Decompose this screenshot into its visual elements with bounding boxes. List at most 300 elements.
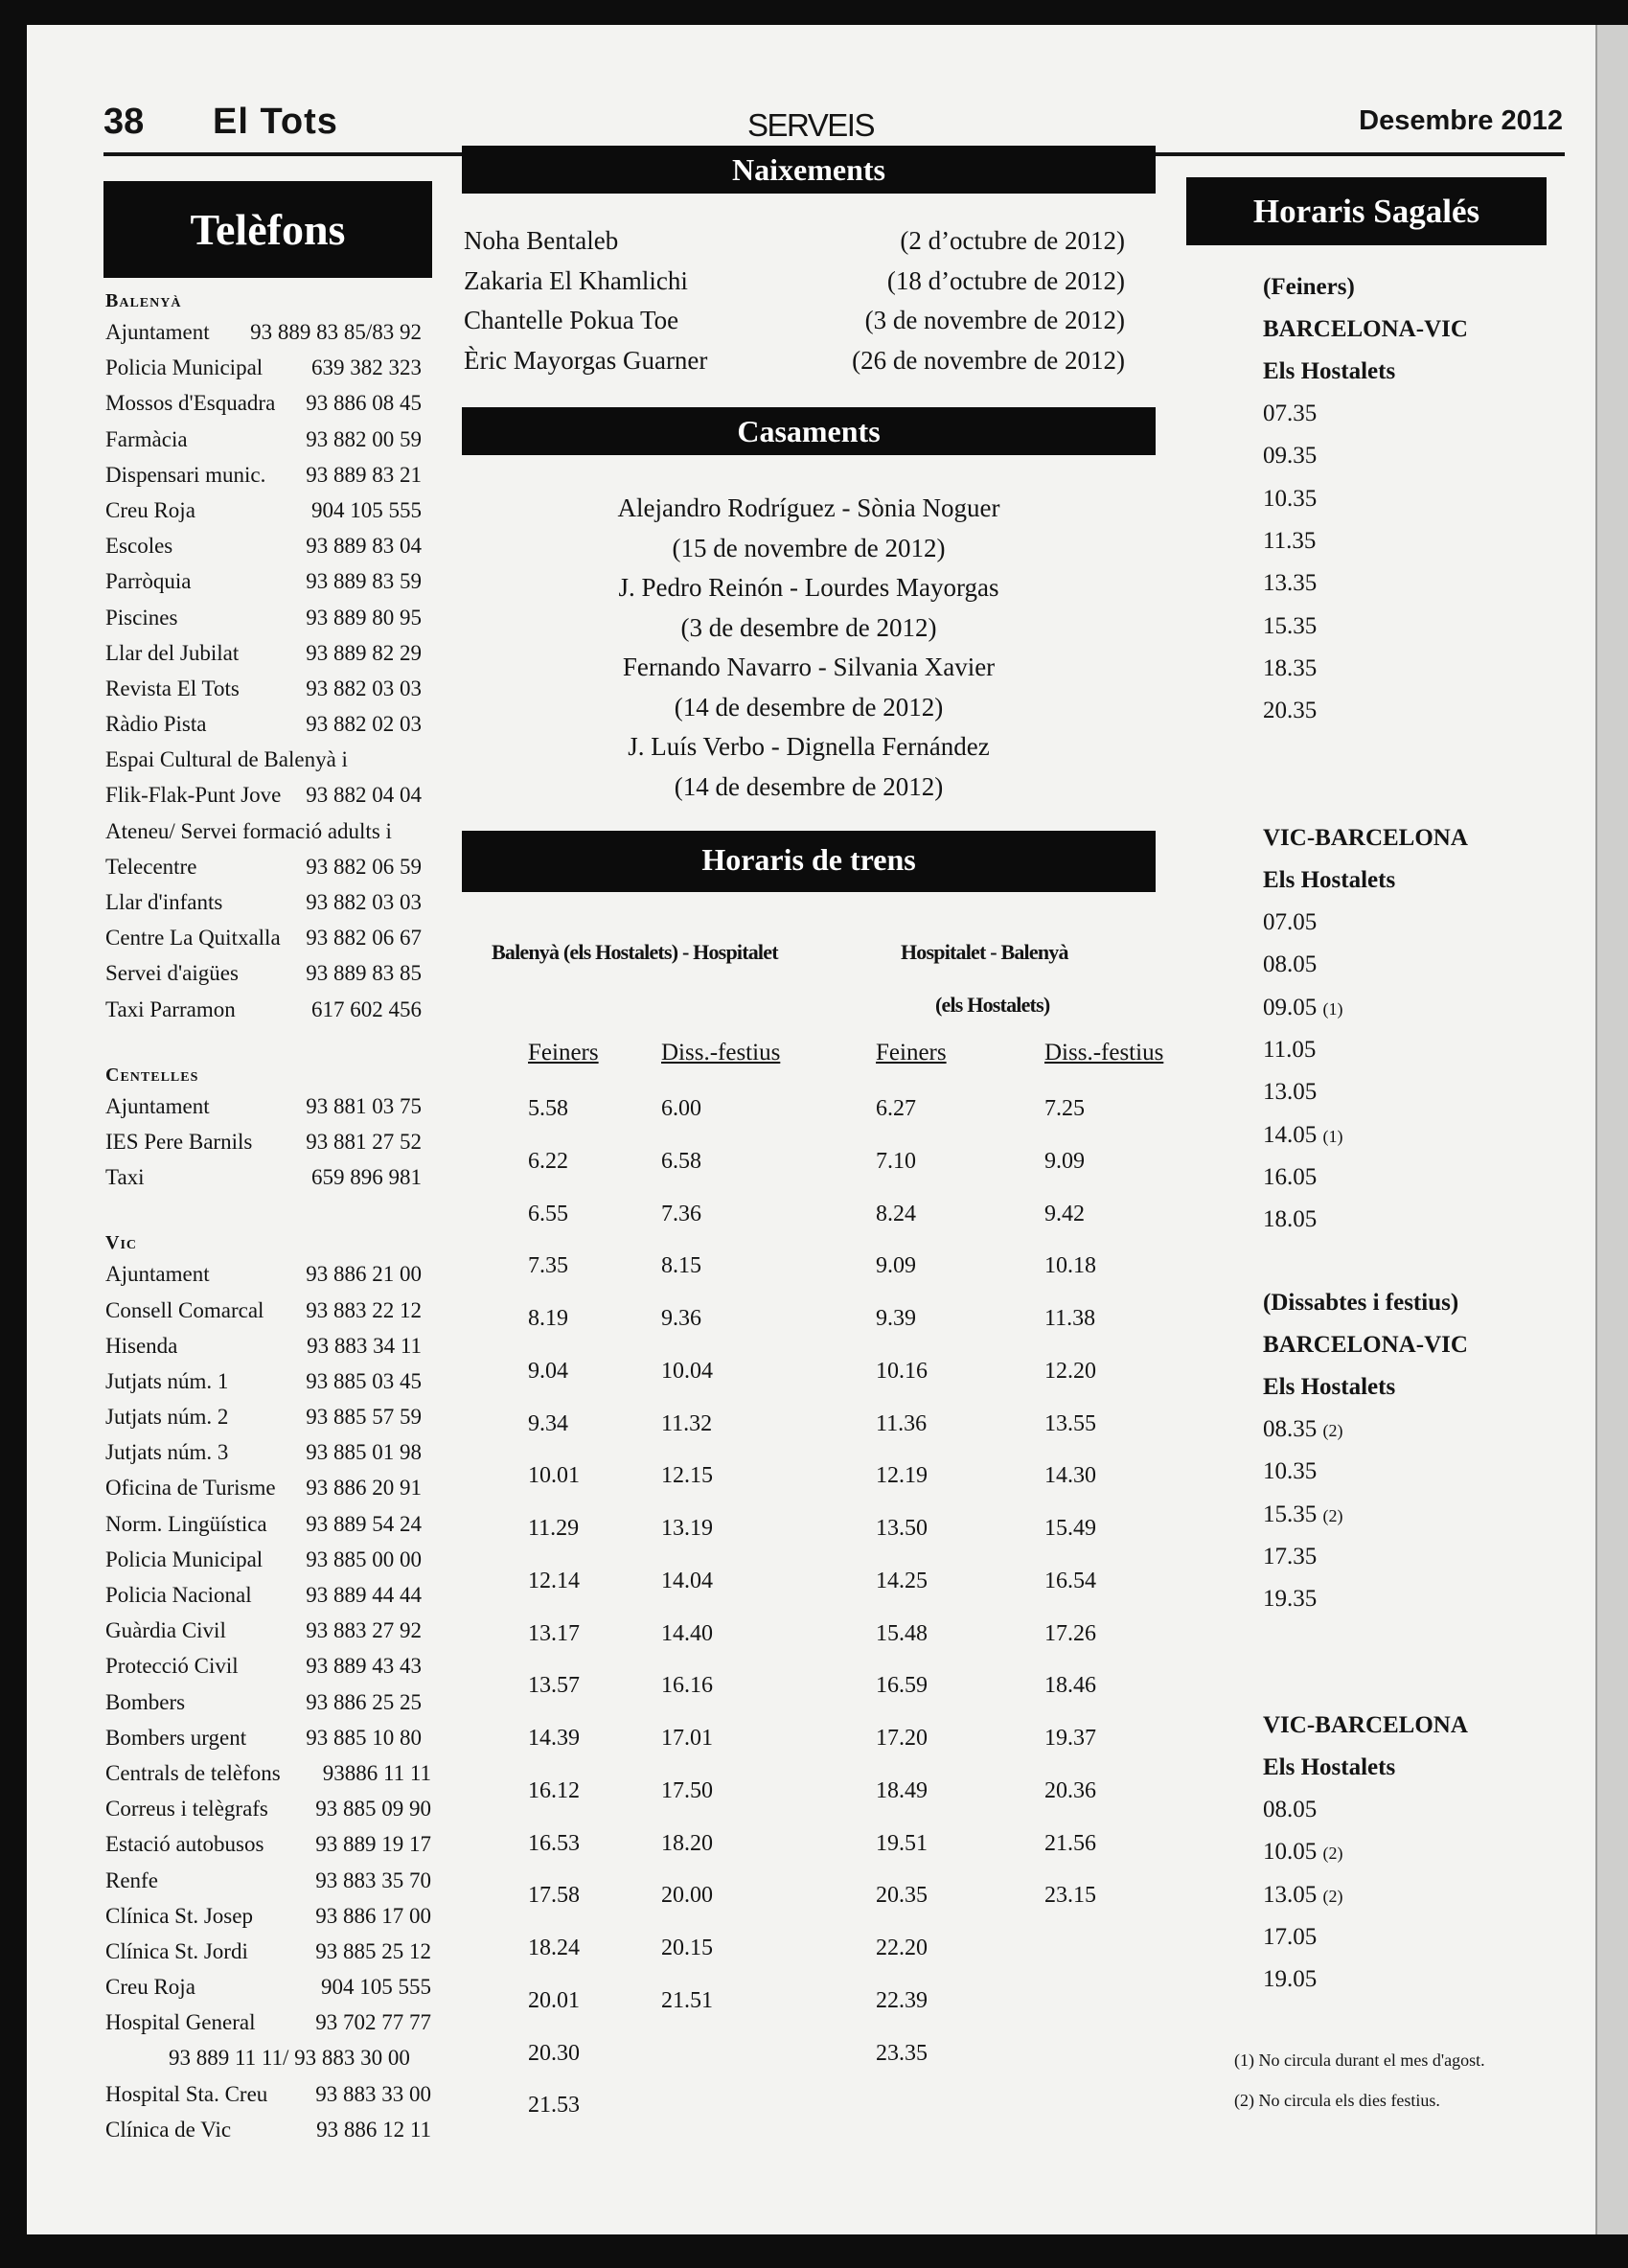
bus-footnote-mark: (2) [1322,1844,1343,1864]
train-time-d2-weekday: 22.39 [876,1987,928,2013]
phone-row [105,884,470,920]
train-time-d2-holiday: 18.46 [1044,1673,1096,1699]
phone-number: 93 885 09 90 [315,1797,431,1821]
phone-row [105,2112,470,2147]
bus-time [1263,1959,1317,2001]
bus-departure: 09.35 [1263,443,1318,470]
phone-number: 93 881 27 52 [306,1129,422,1154]
train-time-d2-weekday: 10.16 [876,1358,928,1384]
phone-row [105,2076,470,2112]
birth-row [464,221,1125,260]
train-time-d1-weekday: 17.58 [528,1883,580,1909]
train-time-d1-weekday: 20.30 [528,2040,580,2066]
phone-entry-name: Ateneu/ Servei formació adults i [105,818,392,843]
phone-row [105,1399,470,1434]
bus-footnote-mark: (2) [1322,1505,1343,1525]
phone-number: 617 602 456 [311,997,422,1021]
phone-entry-name: Centre La Quitxalla [105,926,281,951]
bus-time [1263,987,1343,1029]
train-time-d2-weekday: 13.50 [876,1516,928,1541]
wedding-couple: Alejandro Rodríguez - Sònia Noguer [617,493,1000,522]
phone-entry-name: Oficina de Turisme [105,1476,276,1501]
phone-number: 93 882 04 04 [306,783,422,808]
phone-number: 93 889 83 04 [306,534,422,559]
bus-departure: 11.35 [1263,527,1317,554]
train-time-d1-holiday: 16.16 [661,1673,713,1699]
bus-footnote-mark: (2) [1322,1421,1343,1440]
bus-time [1263,520,1316,562]
phone-row [105,1863,470,1898]
birth-name: Zakaria El Khamlichi [464,265,688,295]
phone-row [105,1720,470,1755]
births-title: Naixements [462,146,1156,194]
phone-entry-name: Jutjats núm. 2 [105,1405,229,1430]
phone-row [105,1088,470,1124]
phone-number: 93 889 44 44 [306,1583,422,1607]
train-time-d2-holiday: 12.20 [1044,1358,1096,1384]
train-time-d1-holiday: 14.40 [661,1620,713,1646]
phone-entry-name: Bombers [105,1689,186,1714]
town-heading-vic: Vic [105,1232,138,1254]
phone-entry-name: Flik-Flak-Punt Jove [105,783,282,808]
phone-entry-name: Clínica St. Josep [105,1903,253,1928]
bus-time [1263,1451,1317,1493]
phone-number: 93 702 77 77 [315,2010,431,2035]
phone-row [105,671,470,706]
bus-departure: 14.05 [1263,1121,1318,1148]
phone-row [105,1969,470,2005]
bus-departure: 08.05 [1263,951,1318,978]
phone-entry-name: Protecció Civil [105,1654,239,1679]
phone-entry-name: Renfe [105,1867,158,1892]
wedding-couple: J. Luís Verbo - Dignella Fernández [628,732,990,761]
phone-row [105,1124,470,1159]
birth-date: (3 de novembre de 2012) [864,306,1125,334]
phone-number: 93 889 80 95 [306,605,422,630]
bus-departure: 15.35 [1263,612,1318,639]
train-time-d2-holiday: 16.54 [1044,1568,1096,1593]
phone-row [105,1159,470,1195]
train-time-d1-holiday: 14.04 [661,1568,713,1593]
phone-row [105,1328,470,1363]
phone-number: 93 889 83 85 [306,961,422,986]
phone-entry-name: Clínica St. Jordi [105,1938,248,1963]
phone-number: 93 885 00 00 [306,1546,422,1571]
bus-time [1263,1071,1317,1113]
phone-row [105,528,470,563]
phone-entry-name: Bombers urgent [105,1725,247,1750]
footnote-1: (1) No circula durant el mes d'agost. [1234,2050,1485,2070]
phone-entry-name: Mossos d'Esquadra [105,391,276,416]
phone-row [105,955,470,991]
birth-date: (2 d’octubre de 2012) [900,226,1125,255]
phone-number: 93 882 02 03 [306,712,422,737]
phone-entry-name: Creu Roja [105,497,195,522]
phone-entry-name: Hisenda [105,1333,178,1358]
wedding-couple: J. Pedro Reinón - Lourdes Mayorgas [618,573,999,602]
train-time-d2-holiday: 11.38 [1044,1306,1096,1331]
phone-entry-name: Centrals de telèfons [105,1760,281,1785]
wedding-date: (14 de desembre de 2012) [674,692,944,722]
phone-entry-name: Taxi [105,1165,145,1190]
phone-number: 93 886 25 25 [306,1689,422,1714]
phone-entry-name: IES Pere Barnils [105,1129,253,1154]
bus-time [1263,1199,1317,1241]
bus-time [1263,478,1317,520]
phone-entry-name: Hospital General [105,2010,256,2035]
page-number: 38 [103,102,145,142]
phone-row [105,1684,470,1720]
train-time-d1-holiday: 11.32 [661,1410,713,1436]
phone-row [105,1363,470,1399]
phone-row [105,1256,470,1292]
phone-entry-name: Piscines [105,605,178,630]
phone-number: 93 885 25 12 [315,1938,431,1963]
train-time-d1-holiday: 12.15 [661,1463,713,1489]
wedding-couple: Fernando Navarro - Silvania Xavier [622,653,996,681]
phone-number: 93 889 83 21 [306,462,422,487]
train-time-d1-holiday: 20.00 [661,1883,713,1909]
train-time-d1-holiday: 10.04 [661,1358,713,1384]
phone-number: 904 105 555 [311,497,422,522]
bus-departure: 13.05 [1263,1881,1318,1908]
section-title: SERVEIS [747,107,874,143]
bus-departure: 17.35 [1263,1543,1318,1569]
phone-number: 904 105 555 [321,1975,431,2000]
phone-number: 93 882 00 59 [306,426,422,451]
train-time-d1-weekday: 6.22 [528,1148,568,1174]
phone-row [105,563,470,599]
bus-departure: 16.05 [1263,1163,1318,1190]
phone-row [105,2040,470,2075]
bus-stop-name: Els Hostalets [1263,1754,1396,1780]
train-time-d1-weekday: 10.01 [528,1463,580,1489]
phone-entry-name: Correus i telègrafs [105,1797,268,1821]
train-time-d2-holiday: 17.26 [1044,1620,1096,1646]
phone-number: 93 889 83 59 [306,569,422,594]
bus-time [1263,606,1317,648]
phone-entry-name: Dispensari munic. [105,462,266,487]
train-time-d2-weekday: 11.36 [876,1410,928,1436]
train-time-d2-weekday: 23.35 [876,2040,928,2066]
train-time-d2-holiday: 14.30 [1044,1463,1096,1489]
phone-number: 93 882 03 03 [306,676,422,700]
train-time-d2-weekday: 22.20 [876,1936,928,1960]
col-header-weekdays-1: Feiners [528,1040,599,1065]
phone-entry-name: Policia Municipal [105,355,264,380]
phone-entry-name: Ajuntament [105,320,210,344]
train-time-d1-holiday: 7.36 [661,1201,701,1226]
wedding-date: (3 de desembre de 2012) [680,612,937,642]
phone-number: 93 889 82 29 [306,640,422,665]
train-time-d2-weekday: 9.09 [876,1253,916,1279]
train-time-d2-holiday: 13.55 [1044,1410,1096,1436]
train-time-d2-holiday: 19.37 [1044,1726,1096,1751]
train-time-d2-weekday: 7.10 [876,1148,916,1174]
phone-row [105,635,470,671]
train-time-d2-holiday: 9.42 [1044,1201,1085,1226]
phone-entry-name: Llar d'infants [105,890,223,914]
phone-row [105,385,470,421]
bus-departure: 11.05 [1263,1036,1317,1063]
train-time-d2-weekday: 20.35 [876,1883,928,1909]
bus-departure: 10.35 [1263,1458,1318,1485]
bus-time [1263,393,1317,435]
phone-row [105,777,470,813]
phone-entry-name: Llar del Jubilat [105,640,240,665]
phone-entry-name: Policia Nacional [105,1583,252,1607]
bus-time [1263,1157,1317,1199]
phone-entry-name: Servei d'aigües [105,961,239,986]
train-time-d2-weekday: 16.59 [876,1673,928,1699]
bus-time [1263,1831,1343,1873]
train-direction-1: Balenyà (els Hostalets) - Hospitalet [492,940,778,964]
phone-number: 93 885 01 98 [306,1440,422,1465]
phone-entry-name: Telecentre [105,854,197,879]
phone-row [105,1898,470,1934]
bus-departure: 09.05 [1263,994,1318,1020]
bus-departure: 18.35 [1263,654,1318,681]
phone-entry-name: Hospital Sta. Creu [105,2081,268,2106]
next-page-edge [1595,25,1628,2234]
phone-number: 93 886 08 45 [306,391,422,416]
phone-entry-name: Jutjats núm. 3 [105,1440,229,1465]
train-time-d2-weekday: 12.19 [876,1463,928,1489]
col-header-holidays-1: Diss.-festius [661,1040,781,1065]
bus-departure: 19.35 [1263,1586,1318,1613]
town-heading-centelles: Centelles [105,1064,199,1086]
bus-time [1263,944,1317,986]
phone-entry-name: Ajuntament [105,1093,210,1118]
bus-departure: 18.05 [1263,1206,1318,1233]
birth-row [464,301,1125,339]
train-time-d2-holiday: 7.25 [1044,1096,1085,1121]
phone-number: 659 896 981 [311,1165,422,1190]
vic-list [105,1256,470,2147]
bus-departure: 10.35 [1263,485,1318,512]
bus-departure: 19.05 [1263,1966,1318,1993]
train-time-d2-holiday: 15.49 [1044,1516,1096,1541]
phone-entry-name: Ràdio Pista [105,712,207,737]
train-time-d2-weekday: 8.24 [876,1201,916,1226]
phone-row [105,849,470,884]
phone-number: 639 382 323 [311,355,422,380]
train-time-d2-holiday: 20.36 [1044,1777,1096,1803]
footnote-2: (2) No circula els dies festius. [1234,2091,1440,2110]
phone-row [105,1293,470,1328]
phone-entry-name: 93 889 11 11/ 93 883 30 00 [169,2046,410,2071]
phone-entry-name: Revista El Tots [105,676,240,700]
bus-route-vic-bcn: VIC-BARCELONA [1263,825,1468,851]
train-time-d1-weekday: 14.39 [528,1726,580,1751]
phone-row [105,1577,470,1613]
phone-entry-name: Escoles [105,534,173,559]
bus-departure: 10.05 [1263,1839,1318,1866]
phone-number: 93 889 43 43 [306,1654,422,1679]
bus-time [1263,1029,1316,1071]
phone-number: 93 886 20 91 [306,1476,422,1501]
phone-row [105,1648,470,1684]
phone-row [105,1506,470,1542]
train-direction-2: Hospitalet - Balenyà [901,940,1068,964]
train-direction-2-sub: (els Hostalets) [935,993,1050,1017]
bus-weekdays-label: (Feiners) [1263,274,1355,300]
phone-row [105,600,470,635]
phone-row [105,1613,470,1648]
phone-row [105,1755,470,1791]
birth-date: (18 d’octubre de 2012) [886,265,1125,295]
train-time-d2-holiday: 10.18 [1044,1253,1096,1279]
bus-time [1263,562,1317,605]
phone-number: 93 886 21 00 [306,1262,422,1287]
bus-holidays-label: (Dissabtes i festius) [1263,1290,1459,1316]
train-time-d1-holiday: 21.51 [661,1987,713,2013]
phones-title: Telèfons [103,181,432,278]
phone-number: 93 889 54 24 [306,1511,422,1536]
phone-entry-name: Farmàcia [105,426,188,451]
phone-row [105,1470,470,1505]
wedding-date: (15 de novembre de 2012) [672,533,946,562]
train-time-d1-weekday: 13.57 [528,1673,580,1699]
bus-departure: 20.35 [1263,698,1318,724]
bus-departure: 17.05 [1263,1923,1318,1950]
train-time-d1-holiday: 17.01 [661,1726,713,1751]
phone-entry-name: Policia Municipal [105,1546,264,1571]
phone-entry-name: Taxi Parramon [105,997,236,1021]
train-time-d1-holiday: 6.58 [661,1148,701,1174]
phone-row [105,314,470,350]
train-time-d1-weekday: 7.35 [528,1253,568,1279]
publication-name: El Tots [213,102,338,142]
birth-name: Noha Bentaleb [464,226,619,255]
phone-row [105,706,470,742]
phone-number: 93 889 83 85/83 92 [250,320,422,344]
train-time-d1-weekday: 21.53 [528,2093,580,2119]
bus-footnote-mark: (1) [1322,998,1343,1019]
bus-time [1263,1409,1343,1451]
phone-number: 93 882 06 59 [306,854,422,879]
bus-stop-name: Els Hostalets [1263,1374,1396,1400]
wedding-date: (14 de desembre de 2012) [674,771,944,801]
train-time-d2-weekday: 19.51 [876,1830,928,1856]
bus-footnote-mark: (1) [1322,1126,1343,1146]
bus-time [1263,648,1317,690]
phone-number: 93 883 34 11 [307,1333,422,1358]
phone-entry-name: Espai Cultural de Balenyà i [105,747,348,772]
train-time-d1-holiday: 13.19 [661,1516,713,1541]
phone-row [105,1826,470,1862]
train-time-d1-weekday: 16.53 [528,1830,580,1856]
birth-row [464,341,1125,379]
birth-name: Èric Mayorgas Guarner [464,345,708,375]
train-time-d2-weekday: 6.27 [876,1096,916,1121]
phone-row [105,493,470,528]
phone-row [105,1934,470,1969]
train-time-d2-weekday: 17.20 [876,1726,928,1751]
phone-number: 93 885 03 45 [306,1368,422,1393]
phone-row [105,457,470,493]
bus-footnote-mark: (2) [1322,1886,1343,1906]
birth-name: Chantelle Pokua Toe [464,306,679,334]
phone-row [105,1542,470,1577]
phone-number: 93 889 19 17 [315,1832,431,1857]
bus-departure: 08.35 [1263,1416,1318,1442]
phone-entry-name: Parròquia [105,569,192,594]
phone-row [105,920,470,955]
phone-row [105,1791,470,1826]
train-time-d1-weekday: 20.01 [528,1987,580,2013]
phone-entry-name: Clínica de Vic [105,2117,232,2142]
phone-row [105,2005,470,2040]
phone-number: 93 883 22 12 [306,1297,422,1322]
birth-row [464,262,1125,300]
phone-number: 93 882 06 67 [306,926,422,951]
train-time-d1-holiday: 20.15 [661,1936,713,1960]
phone-number: 93 886 12 11 [316,2117,431,2142]
birth-date: (26 de novembre de 2012) [852,345,1125,375]
train-time-d2-weekday: 14.25 [876,1568,928,1593]
phone-entry-name: Norm. Lingüística [105,1511,267,1536]
bus-time [1263,435,1317,477]
phone-row [105,742,470,777]
train-time-d1-holiday: 17.50 [661,1777,713,1803]
phone-row [105,813,470,849]
balenya-list [105,314,470,1027]
train-time-d1-weekday: 5.58 [528,1096,568,1121]
bus-stop-name: Els Hostalets [1263,358,1396,384]
bus-time [1263,1536,1317,1578]
bus-time [1263,902,1317,944]
bus-schedule-title: Horaris Sagalés [1186,177,1547,245]
town-heading-balenya: Balenyà [105,290,182,311]
bus-departure: 13.05 [1263,1079,1318,1106]
bus-time [1263,1874,1343,1916]
col-header-weekdays-2: Feiners [876,1040,947,1065]
bus-time [1263,1578,1317,1620]
phone-entry-name: Jutjats núm. 1 [105,1368,229,1393]
bus-time [1263,1789,1317,1831]
train-time-d2-weekday: 18.49 [876,1777,928,1803]
phone-number: 93 886 17 00 [315,1903,431,1928]
train-time-d1-holiday: 8.15 [661,1253,701,1279]
train-time-d1-holiday: 6.00 [661,1096,701,1121]
train-time-d2-holiday: 21.56 [1044,1830,1096,1856]
bus-departure: 08.05 [1263,1797,1318,1822]
trains-title: Horaris de trens [462,831,1156,892]
phone-row [105,1434,470,1470]
train-time-d1-weekday: 18.24 [528,1936,580,1960]
weddings-title: Casaments [462,407,1156,455]
phone-number: 93 885 10 80 [306,1725,422,1750]
phone-number: 93 885 57 59 [306,1405,422,1430]
phone-number: 93 882 03 03 [306,890,422,914]
phone-row [105,422,470,457]
phone-entry-name: Guàrdia Civil [105,1618,226,1643]
train-time-d1-weekday: 8.19 [528,1306,568,1331]
train-time-d2-weekday: 15.48 [876,1620,928,1646]
bus-departure: 07.35 [1263,401,1318,426]
phone-entry-name: Ajuntament [105,1262,210,1287]
train-time-d2-weekday: 9.39 [876,1306,916,1331]
phone-number: 93 883 35 70 [315,1867,431,1892]
phone-number: 93 883 33 00 [315,2081,431,2106]
train-time-d1-weekday: 6.55 [528,1201,568,1226]
phone-number: 93886 11 11 [322,1760,431,1785]
bus-departure: 13.35 [1263,570,1318,597]
phone-row [105,992,470,1027]
bus-route-vic-bcn: VIC-BARCELONA [1263,1712,1468,1738]
train-time-d1-weekday: 9.04 [528,1358,568,1384]
